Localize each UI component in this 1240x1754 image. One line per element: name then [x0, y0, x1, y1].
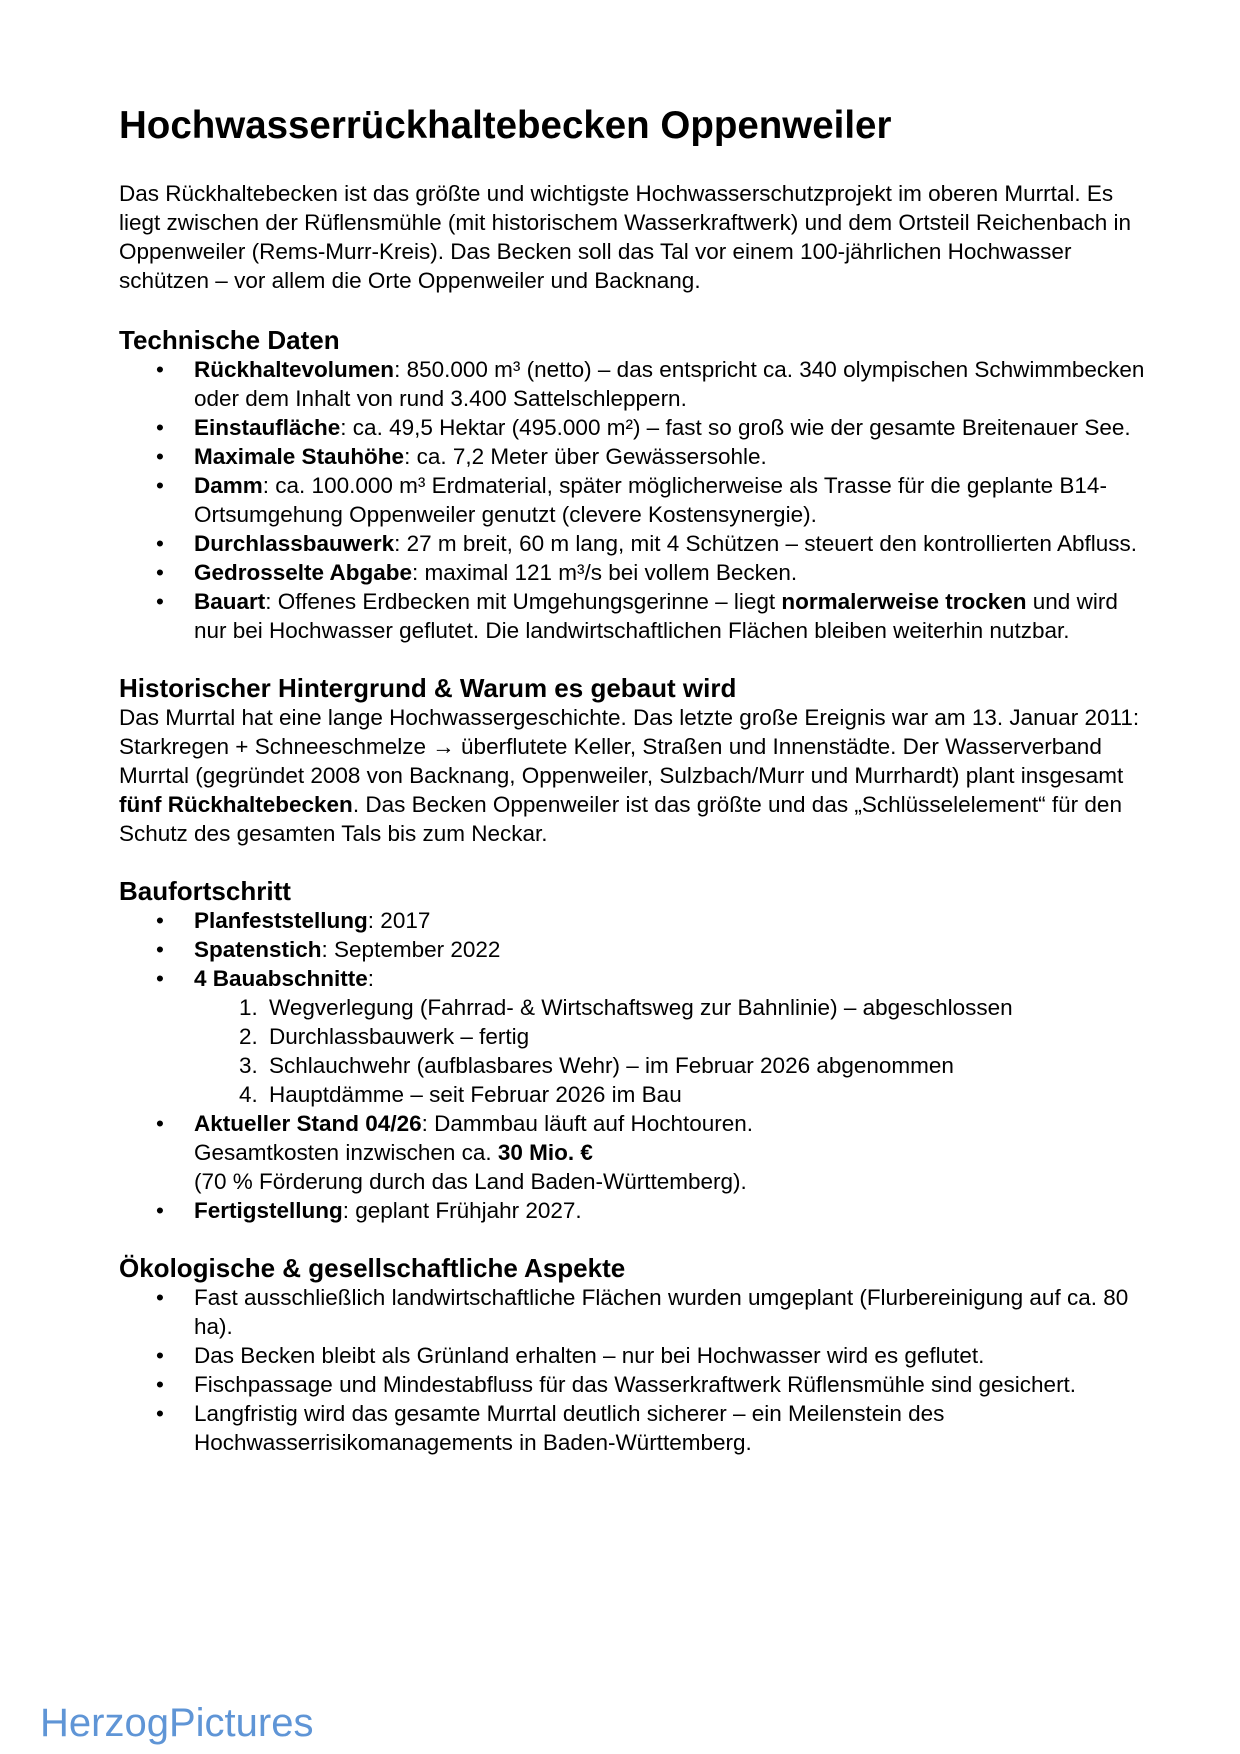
- step-item: 2. Durchlassbauwerk – fertig: [239, 1024, 530, 1050]
- step-item: 4. Hauptdämme – seit Februar 2026 im Bau: [239, 1082, 682, 1108]
- section-heading-history: Historischer Hintergrund & Warum es gebaut wird: [119, 673, 737, 704]
- intro-paragraph: Das Rückhaltebecken ist das größte und wichtigste Hochwasserschutzprojekt im oberen Murrtal. Es liegt zwischen der Rüflensmühle (mit historischem Wasserkraftwerk) und dem Ortsteil Reichenbach in Oppenweiler (Rems-Murr-Kreis). Das Becken soll das Tal vor einem 100-jährlichen Hochwasser schützen – vor allem die Orte Oppenweiler und Backnang.: [119, 181, 1132, 294]
- list-item: • Maximale Stauhöhe: ca. 7,2 Meter über Gewässersohle.: [119, 442, 1149, 471]
- construction-steps: [194, 993, 1149, 1109]
- list-item: • Rückhaltevolumen: 850.000 m³ (netto) – das entspricht ca. 340 olympischen Schwimmbecken oder dem Inhalt von rund 3.400 Sattelschleppern.: [119, 355, 1149, 413]
- tech-list: [119, 355, 1149, 645]
- list-item: • Einstaufläche: ca. 49,5 Hektar (495.000 m²) – fast so groß wie der gesamte Breitenauer See.: [119, 413, 1149, 442]
- step-item: 3. Schlauchwehr (aufblasbares Wehr) – im Februar 2026 abgenommen: [239, 1053, 954, 1079]
- list-item: • Bauart: Offenes Erdbecken mit Umgehungsgerinne – liegt normalerweise trocken und wird nur bei Hochwasser geflutet. Die landwirtschaftlichen Flächen bleiben weiterhin nutzbar.: [119, 587, 1149, 645]
- section-heading-eco: Ökologische & gesellschaftliche Aspekte: [119, 1253, 626, 1284]
- eco-list: [119, 1283, 1149, 1457]
- list-item: • Langfristig wird das gesamte Murrtal deutlich sicherer – ein Meilenstein des Hochwasserrisikomanagements in Baden-Württemberg.: [119, 1399, 1149, 1457]
- step-item: 1. Wegverlegung (Fahrrad- & Wirtschaftsweg zur Bahnlinie) – abgeschlossen: [239, 995, 1013, 1021]
- progress-list: [119, 906, 1149, 1225]
- list-item: • Spatenstich: September 2022: [119, 935, 1149, 964]
- list-item: • Planfeststellung: 2017: [119, 906, 1149, 935]
- list-item: • 4 Bauabschnitte: 1. Wegverlegung (Fahrrad- & Wirtschaftsweg zur Bahnlinie) – abgeschlossen 2. Durchlassbauwerk – fertig 3. Schlauchwehr (aufblasbares Wehr) – im Februar 2026 abgenommen 4. Hauptdämme – seit Februar 2026 im Bau: [119, 964, 1149, 1109]
- list-item: • Fertigstellung: geplant Frühjahr 2027.: [119, 1196, 1149, 1225]
- document-page: [119, 103, 1149, 1457]
- list-item: • Das Becken bleibt als Grünland erhalten – nur bei Hochwasser wird es geflutet.: [119, 1341, 1149, 1370]
- list-item: • Damm: ca. 100.000 m³ Erdmaterial, später möglicherweise als Trasse für die geplante B14-Ortsumgehung Oppenweiler genutzt (clevere Kostensynergie).: [119, 471, 1149, 529]
- list-item: • Gedrosselte Abgabe: maximal 121 m³/s bei vollem Becken.: [119, 558, 1149, 587]
- section-heading-progress: Baufortschritt: [119, 876, 291, 907]
- footer-watermark: HerzogPictures: [40, 1701, 314, 1745]
- history-paragraph: Das Murrtal hat eine lange Hochwassergeschichte. Das letzte große Ereignis war am 13. Januar 2011: Starkregen + Schneeschmelze → überflutete Keller, Straßen und Innenstädte. Der Wasserverband Murrtal (gegründet 2008 von Backnang, Oppenweiler, Sulzbach/Murr und Murrhardt) plant insgesamt fünf Rückhaltebecken. Das Becken Oppenweiler ist das größte und das „Schlüsselelement“ für den Schutz des gesamten Tals bis zum Neckar.: [119, 705, 1140, 847]
- list-item: • Durchlassbauwerk: 27 m breit, 60 m lang, mit 4 Schützen – steuert den kontrollierten Abfluss.: [119, 529, 1149, 558]
- list-item: • Fischpassage und Mindestabfluss für das Wasserkraftwerk Rüflensmühle sind gesichert.: [119, 1370, 1149, 1399]
- list-item: • Fast ausschließlich landwirtschaftliche Flächen wurden umgeplant (Flurbereinigung auf ca. 80 ha).: [119, 1283, 1149, 1341]
- section-heading-tech: Technische Daten: [119, 325, 340, 356]
- list-item: • Aktueller Stand 04/26: Dammbau läuft auf Hochtouren. Gesamtkosten inzwischen ca. 30 Mio. € (70 % Förderung durch das Land Baden-Württemberg).: [119, 1109, 1149, 1196]
- page-title: Hochwasserrückhaltebecken Oppenweiler: [119, 104, 892, 147]
